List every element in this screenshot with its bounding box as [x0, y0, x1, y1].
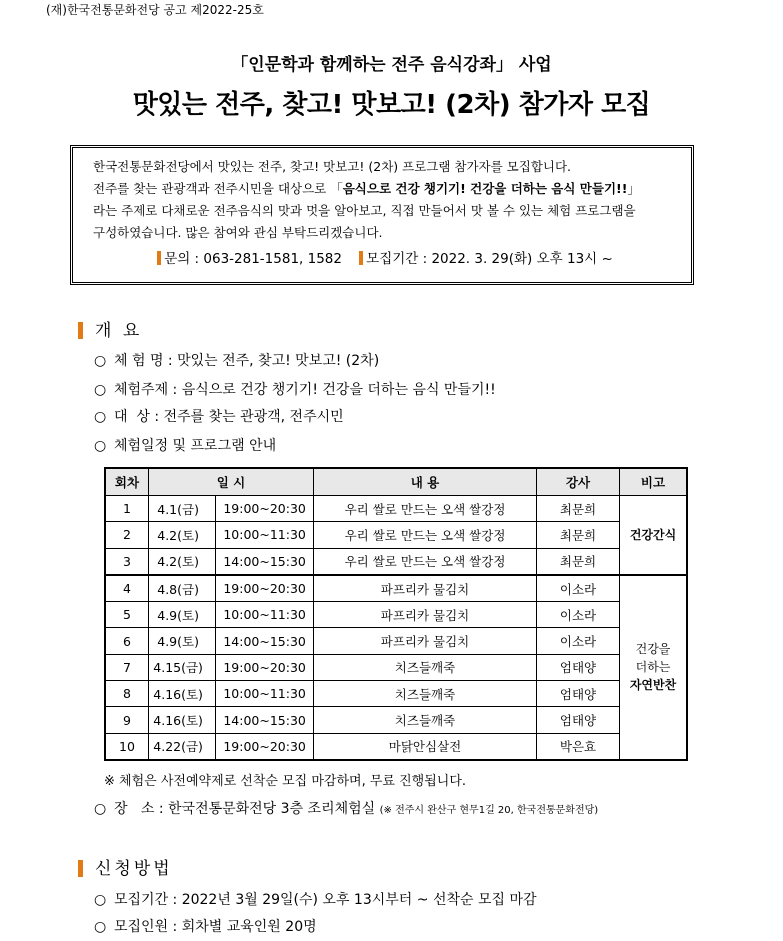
intro-line-1: 한국전통문화전당에서 맛있는 전주, 찾고! 맛보고! (2차) 프로그램 참가자를 모집합니다.	[93, 159, 572, 174]
reservation-note: ※ 체험은 사전예약제로 선착순 모집 마감하며, 무료 진행됩니다.	[104, 774, 467, 789]
cell-time: 19:00~20:30	[216, 733, 314, 760]
cell-date: 4.15(금)	[149, 654, 208, 680]
cell-teacher: 최문희	[537, 548, 620, 575]
cell-gap	[207, 522, 216, 548]
table-row	[105, 548, 687, 575]
cell-date: 4.16(토)	[149, 681, 208, 707]
cell-content: 치즈들깨죽	[314, 681, 537, 707]
remark-line: 건강을	[635, 642, 671, 657]
intro-line-2	[93, 178, 677, 200]
section-mark-icon	[78, 860, 83, 877]
intro-line-2-post: 」	[627, 181, 640, 196]
schedule-table	[104, 467, 688, 761]
cell-content: 우리 쌀로 만드는 오색 쌀강정	[314, 496, 537, 522]
cell-date: 4.16(토)	[149, 707, 208, 733]
table-row	[105, 496, 687, 522]
overview-heading	[78, 316, 142, 341]
cell-date: 4.22(금)	[149, 733, 208, 760]
cell-time: 10:00~11:30	[216, 681, 314, 707]
table-header-row	[105, 468, 687, 496]
cell-teacher: 최문희	[537, 496, 620, 522]
cell-content: 우리 쌀로 만드는 오색 쌀강정	[314, 522, 537, 548]
cell-gap	[207, 496, 216, 522]
cell-no: 10	[105, 733, 149, 760]
table-row	[105, 575, 687, 602]
cell-date: 4.8(금)	[149, 575, 208, 602]
cell-date: 4.9(토)	[149, 602, 208, 628]
overview-item-text: 체험주제 : 음식으로 건강 챙기기! 건강을 더하는 음식 만들기!!	[114, 382, 496, 398]
cell-no: 8	[105, 681, 149, 707]
cell-no: 3	[105, 548, 149, 575]
table-row	[105, 733, 687, 760]
cell-teacher: 최문희	[537, 522, 620, 548]
cell-date: 4.2(토)	[149, 548, 208, 575]
cell-gap	[207, 654, 216, 680]
cell-teacher: 이소라	[537, 602, 620, 628]
table-row	[105, 602, 687, 628]
cell-content: 우리 쌀로 만드는 오색 쌀강정	[314, 548, 537, 575]
cell-no: 9	[105, 707, 149, 733]
cell-no: 5	[105, 602, 149, 628]
overview-item	[94, 379, 496, 399]
place-item	[94, 798, 598, 818]
cell-time: 10:00~11:30	[216, 522, 314, 548]
table-row	[105, 628, 687, 654]
place-label: 장 소 : 한국전통문화전당 3층 조리체험실	[114, 801, 376, 817]
cell-no: 4	[105, 575, 149, 602]
intro-line-4: 구성하였습니다. 많은 참여와 관심 부탁드리겠습니다.	[93, 225, 383, 240]
cell-time: 14:00~15:30	[216, 628, 314, 654]
section-mark-icon	[78, 322, 83, 339]
overview-item	[94, 350, 379, 370]
remark-line: 더하는	[635, 660, 671, 675]
cell-remark-natural-side-dish	[620, 575, 688, 760]
application-item-text: 모집기간 : 2022년 3월 29일(수) 오후 13시부터 ~ 선착순 모집 마감	[114, 892, 537, 908]
col-header-teacher: 강사	[537, 468, 620, 496]
application-heading-text: 신청방법	[95, 859, 173, 879]
cell-time: 10:00~11:30	[216, 602, 314, 628]
cell-gap	[207, 681, 216, 707]
circle-bullet-icon: ○	[94, 409, 107, 425]
page-subtitle: 「인문학과 함께하는 전주 음식강좌」 사업	[231, 55, 552, 75]
cell-date: 4.9(토)	[149, 628, 208, 654]
overview-item-text: 체 험 명 : 맛있는 전주, 찾고! 맛보고! (2차)	[114, 353, 380, 369]
cell-no: 1	[105, 496, 149, 522]
cell-teacher: 이소라	[537, 628, 620, 654]
circle-bullet-icon: ○	[94, 438, 107, 454]
col-header-datetime: 일 시	[149, 468, 314, 496]
overview-item-text: 체험일정 및 프로그램 안내	[114, 438, 277, 454]
cell-time: 14:00~15:30	[216, 707, 314, 733]
contact-line	[93, 248, 677, 270]
table-row	[105, 654, 687, 680]
cell-time: 19:00~20:30	[216, 496, 314, 522]
overview-heading-text: 개 요	[95, 321, 143, 341]
cell-content: 치즈들깨죽	[314, 654, 537, 680]
cell-gap	[207, 602, 216, 628]
cell-content: 파프리카 물김치	[314, 628, 537, 654]
circle-bullet-icon: ○	[94, 919, 107, 935]
contact-info: 문의 : 063-281-1581, 1582	[164, 251, 342, 267]
cell-gap	[207, 628, 216, 654]
application-item	[94, 889, 537, 909]
notice-number: (재)한국전통문화전당 공고 제2022-25호	[46, 3, 264, 17]
intro-line-3: 라는 주제로 다채로운 전주음식의 맛과 멋을 알아보고, 직접 만들어서 맛 볼 수 있는 체험 프로그램을	[93, 203, 636, 218]
cell-time: 19:00~20:30	[216, 575, 314, 602]
overview-item	[94, 435, 276, 455]
table-row	[105, 681, 687, 707]
circle-bullet-icon: ○	[94, 382, 107, 398]
cell-date: 4.2(토)	[149, 522, 208, 548]
cell-teacher: 이소라	[537, 575, 620, 602]
intro-box	[70, 145, 694, 285]
col-header-remark: 비고	[620, 468, 688, 496]
cell-date: 4.1(금)	[149, 496, 208, 522]
cell-teacher: 엄태양	[537, 707, 620, 733]
cell-teacher: 엄태양	[537, 654, 620, 680]
cell-content: 마닭안심살전	[314, 733, 537, 760]
cell-no: 6	[105, 628, 149, 654]
cell-time: 14:00~15:30	[216, 548, 314, 575]
cell-teacher: 엄태양	[537, 681, 620, 707]
table-row	[105, 522, 687, 548]
col-header-no: 회차	[105, 468, 149, 496]
cell-gap	[207, 548, 216, 575]
bullet-mark-icon	[157, 251, 161, 265]
intro-theme: 음식으로 건강 챙기기! 건강을 더하는 음식 만들기!!	[342, 181, 628, 196]
circle-bullet-icon: ○	[94, 801, 107, 817]
cell-content: 파프리카 물김치	[314, 602, 537, 628]
application-heading	[78, 854, 173, 879]
place-detail: (※ 전주시 완산구 현무1길 20, 한국전통문화전당)	[379, 805, 599, 816]
remark-line: 자연반찬	[629, 678, 677, 693]
application-item	[94, 916, 317, 936]
cell-gap	[207, 707, 216, 733]
table-row	[105, 707, 687, 733]
cell-remark-healthy-snack: 건강간식	[620, 496, 688, 575]
overview-item	[94, 406, 344, 426]
cell-gap	[207, 733, 216, 760]
cell-no: 2	[105, 522, 149, 548]
intro-line-2-pre: 전주를 찾는 관광객과 전주시민을 대상으로 「	[93, 181, 343, 196]
col-header-content: 내 용	[314, 468, 537, 496]
recruit-period: 모집기간 : 2022. 3. 29(화) 오후 13시 ~	[366, 251, 613, 267]
overview-item-text: 대 상 : 전주를 찾는 관광객, 전주시민	[114, 409, 344, 425]
page-title: 맛있는 전주, 찾고! 맛보고! (2차) 참가자 모집	[132, 90, 651, 120]
circle-bullet-icon: ○	[94, 353, 107, 369]
application-item-text: 모집인원 : 회차별 교육인원 20명	[114, 919, 317, 935]
cell-teacher: 박은효	[537, 733, 620, 760]
cell-content: 파프리카 물김치	[314, 575, 537, 602]
bullet-mark-icon	[359, 251, 363, 265]
cell-gap	[207, 575, 216, 602]
cell-no: 7	[105, 654, 149, 680]
cell-content: 치즈들깨죽	[314, 707, 537, 733]
circle-bullet-icon: ○	[94, 892, 107, 908]
cell-time: 19:00~20:30	[216, 654, 314, 680]
